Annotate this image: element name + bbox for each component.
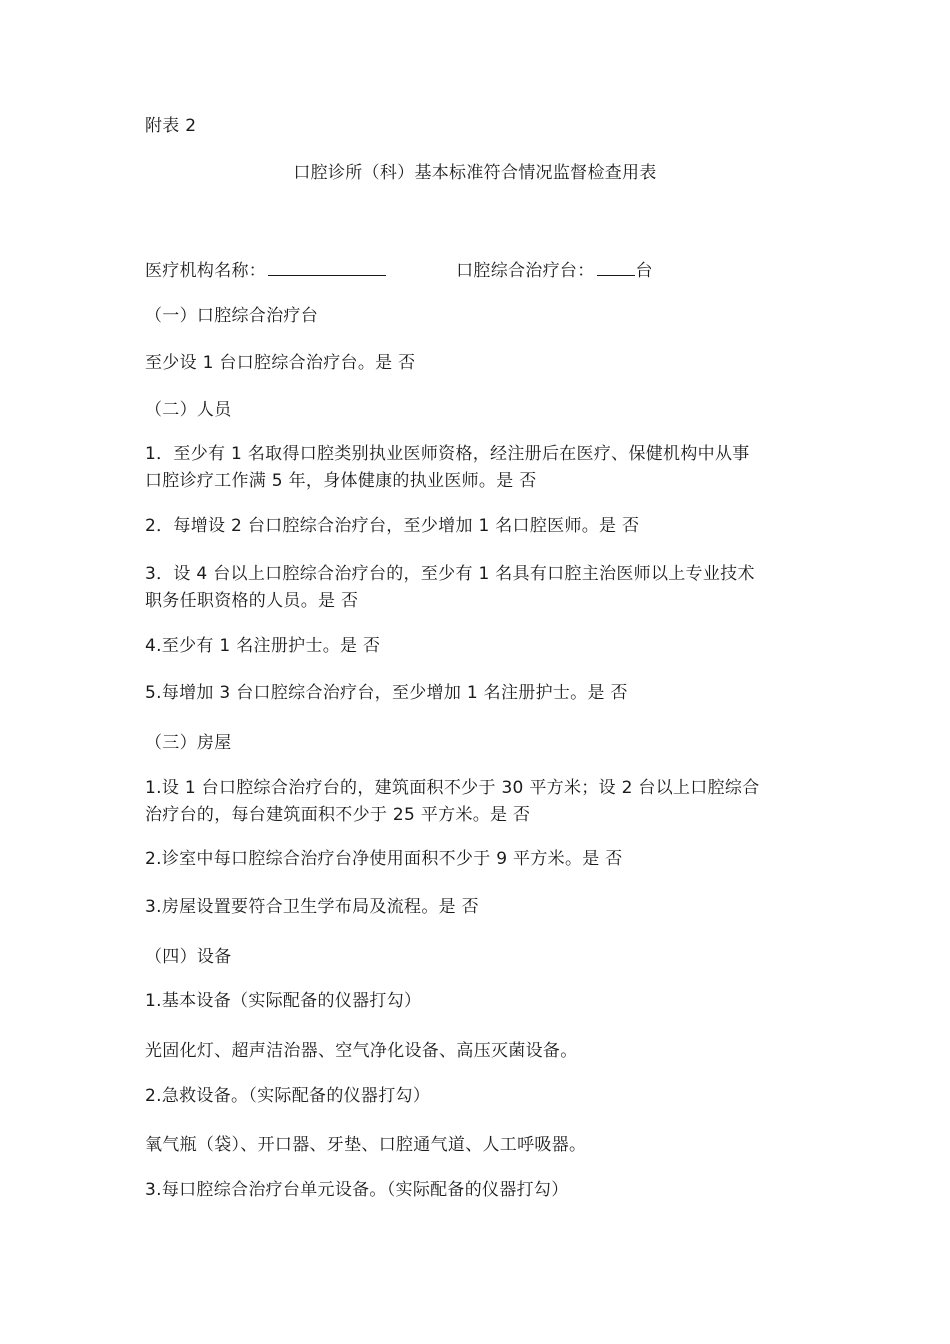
list-item: 3.每口腔综合治疗台单元设备。（实际配备的仪器打勾） — [145, 1180, 569, 1200]
list-item: 口腔诊疗工作满 5 年，身体健康的执业医师。是 否 — [145, 471, 537, 491]
list-item: 1．至少有 1 名取得口腔类别执业医师资格，经注册后在医疗、保健机构中从事 — [145, 444, 750, 464]
section-heading-chairs: （一）口腔综合治疗台 — [145, 306, 318, 326]
list-item: 3．设 4 台以上口腔综合治疗台的，至少有 1 名具有口腔主治医师以上专业技术 — [145, 564, 755, 584]
list-item: 1.设 1 台口腔综合治疗台的，建筑面积不少于 30 平方米；设 2 台以上口腔综合 — [145, 778, 760, 798]
list-item: 2.诊室中每口腔综合治疗台净使用面积不少于 9 平方米。是 否 — [145, 849, 623, 869]
appendix-label: 附表 2 — [145, 116, 197, 136]
list-item: 至少设 1 台口腔综合治疗台。是 否 — [145, 353, 416, 373]
form-fields-row — [145, 257, 653, 283]
list-item: 3.房屋设置要符合卫生学布局及流程。是 否 — [145, 897, 479, 917]
section-heading-personnel: （二）人员 — [145, 400, 232, 420]
section-heading-equipment: （四）设备 — [145, 947, 232, 967]
chair-count-label: 口腔综合治疗台： — [456, 261, 595, 281]
list-item: 职务任职资格的人员。是 否 — [145, 591, 359, 611]
institution-name-field[interactable] — [268, 257, 386, 276]
list-item: 4.至少有 1 名注册护士。是 否 — [145, 636, 381, 656]
list-item: 5.每增加 3 台口腔综合治疗台，至少增加 1 名注册护士。是 否 — [145, 683, 628, 703]
list-item: 治疗台的，每台建筑面积不少于 25 平方米。是 否 — [145, 805, 531, 825]
chair-count-field[interactable] — [597, 257, 635, 276]
list-item: 光固化灯、超声洁治器、空气净化设备、高压灭菌设备。 — [145, 1041, 578, 1061]
document-title: 口腔诊所（科）基本标准符合情况监督检查用表 — [293, 163, 657, 183]
list-item: 2.急救设备。（实际配备的仪器打勾） — [145, 1086, 431, 1106]
section-heading-premises: （三）房屋 — [145, 733, 232, 753]
institution-name-label: 医疗机构名称： — [145, 261, 267, 281]
list-item: 1.基本设备（实际配备的仪器打勾） — [145, 991, 422, 1011]
list-item: 氧气瓶（袋）、开口器、牙垫、口腔通气道、人工呼吸器。 — [145, 1135, 587, 1155]
chair-count-unit: 台 — [635, 261, 653, 281]
list-item: 2．每增设 2 台口腔综合治疗台，至少增加 1 名口腔医师。是 否 — [145, 516, 640, 536]
